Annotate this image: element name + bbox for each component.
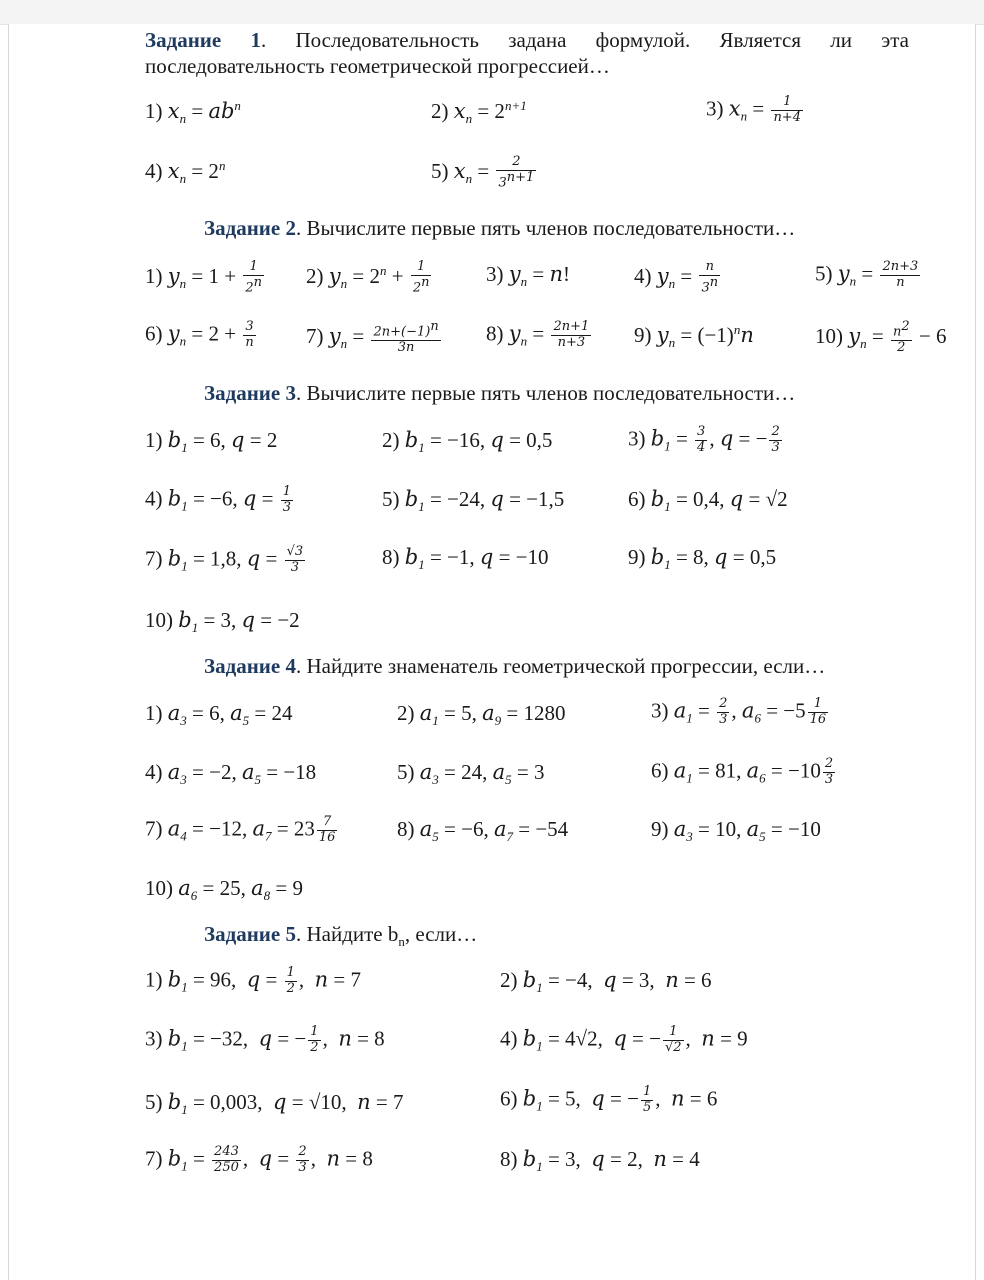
- task-4-item-9: 9) $a_3 = 10$, $a_5 = -10$: [651, 817, 821, 845]
- task-4-title: Задание 4: [204, 654, 296, 678]
- task-3-item-9: 9) $b_1 = 8$, q = 0,5: [628, 545, 777, 573]
- task-2-title: Задание 2: [204, 216, 296, 240]
- task-2-item-6: 6) $y_n = 2$ + $\frac{3}{n}$: [145, 319, 254, 350]
- viewer-top-bar: [0, 0, 984, 25]
- task-4-item-8: 8) $a_5 = -6$, $a_7 = -54$: [397, 817, 569, 845]
- task-2-item-3: 3) $y_n = n$!: [486, 262, 570, 290]
- task-3-item-1: 1) $b_1 = 6$, q = 2: [145, 428, 278, 456]
- task-1-intro: [145, 28, 909, 53]
- task-3-heading: Задание 3. Вычислите первые пять членов последовательности…: [204, 381, 796, 405]
- task-5-item-3: 3) $b_1 = -32$, q = − $\frac{1}{2}$ , n = 8: [145, 1024, 385, 1055]
- task-3-item-7: 7) $b_1 = 1,8$, q = $\frac{√3}{3}$: [145, 544, 304, 575]
- task-1-intro-line2: последовательность геометрической прогрессией…: [145, 54, 610, 78]
- task-2-item-2: 2) $y_n = 2^n$ + $\frac{1}{2^n}$: [306, 259, 430, 296]
- task-3-item-5: 5) $b_1 = -24$, q = −1,5: [382, 487, 565, 515]
- task-2-item-1: 1) $y_n = 1$ + $\frac{1}{2^n}$: [145, 259, 262, 296]
- task-3-item-4: 4) $b_1 = -6$, q = $\frac{1}{3}$: [145, 484, 291, 515]
- task-4-item-1: 1) $a_3 = 6$, $a_5 = 24$: [145, 701, 293, 729]
- task-2-item-9: 9) $y_n = (-1)^nn$: [634, 322, 754, 351]
- task-2-item-4: 4) $y_n$ = $\frac{n}{3^n}$: [634, 259, 719, 296]
- task-4-item-10: 10) $a_6 = 25$, $a_8 = 9$: [145, 876, 303, 904]
- task-3-item-8: 8) $b_1 = -1$, q = −10: [382, 545, 549, 573]
- task-2-heading: Задание 2. Вычислите первые пять членов последовательности…: [204, 216, 796, 240]
- task-5-item-6: 6) $b_1 = 5$, q = − $\frac{1}{5}$ , n = 6: [500, 1084, 718, 1115]
- task-5-item-8: 8) $b_1 = 3$, q = 2, n = 4: [500, 1147, 700, 1175]
- task-4-item-5: 5) $a_3 = 24$, $a_5 = 3$: [397, 760, 545, 788]
- task-2-item-8: 8) $y_n$ = $\frac{2n+1}{n+3}$: [486, 319, 590, 350]
- task-5-heading: Задание 5. Найдите $b_n$, если…: [204, 922, 478, 950]
- task-1-item-5: 5) $x_n$ = $\frac{2}{3^{n+1}}$: [431, 154, 535, 191]
- task-4-item-3: 3) $a_1$ = $\frac{2}{3}$ , $a_6 = -5$ $\frac{1}{16}$: [651, 696, 827, 727]
- task-2-item-5: 5) $y_n$ = $\frac{2n+3}{n}$: [815, 259, 919, 290]
- task-2-item-10: 10) $y_n$ = $\frac{n^2}{2}$ − 6: [815, 319, 947, 356]
- task-3-item-10: 10) $b_1 = 3$, q = −2: [145, 608, 300, 636]
- task-5-item-4: 4) $b_1 = 4√2$, q = − $\frac{1}{√2}$ , n = 9: [500, 1024, 748, 1055]
- task-2-item-7: 7) $y_n$ = $\frac{2n+(-1)^n}{3n}$: [306, 319, 439, 356]
- task-4-item-6: 6) $a_1 = 81$, $a_6 = -10$ $\frac{2}{3}$: [651, 756, 834, 787]
- task-1-item-4: 4) $x_n = 2^n$: [145, 158, 226, 187]
- task-3-item-6: 6) $b_1 = 0,4$, q = √2: [628, 487, 788, 515]
- task-4-heading: Задание 4. Найдите знаменатель геометрической прогрессии, если…: [204, 654, 826, 678]
- task-1-title: Задание 1: [145, 28, 261, 52]
- task-5-item-1: 1) $b_1 = 96$, q = $\frac{1}{2}$ , n = 7: [145, 965, 361, 996]
- task-5-item-5: 5) $b_1 = 0,003$, q = √10, n = 7: [145, 1090, 404, 1118]
- task-1-item-1: 1) $x_n = ab^n$: [145, 98, 241, 127]
- task-1-item-3: 3) $x_n$ = $\frac{1}{n+4}$: [706, 94, 801, 125]
- task-4-item-7: 7) $a_4 = -12$, $a_7 = 23$ $\frac{7}{16}$: [145, 814, 336, 845]
- task-3-title: Задание 3: [204, 381, 296, 405]
- task-3-item-3: 3) $b_1$ = $\frac{3}{4}$ , q = − $\frac{2}{3}$: [628, 424, 780, 455]
- task-3-item-2: 2) $b_1 = -16$, q = 0,5: [382, 428, 553, 456]
- task-5-item-7: 7) $b_1$ = $\frac{243}{250}$ , q = $\frac{2}{3}$ , n = 8: [145, 1144, 373, 1175]
- task-5-title: Задание 5: [204, 922, 296, 946]
- task-4-item-4: 4) $a_3 = -2$, $a_5 = -18$: [145, 760, 317, 788]
- task-5-item-2: 2) $b_1 = -4$, q = 3, n = 6: [500, 968, 712, 996]
- task-4-item-2: 2) $a_1 = 5$, $a_9 = 1280$: [397, 701, 566, 729]
- task-1-text: . Последовательность задана формулой. Является ли эта: [260, 28, 909, 52]
- task-1-item-2: 2) $x_n = 2^{n+1}$: [431, 98, 527, 127]
